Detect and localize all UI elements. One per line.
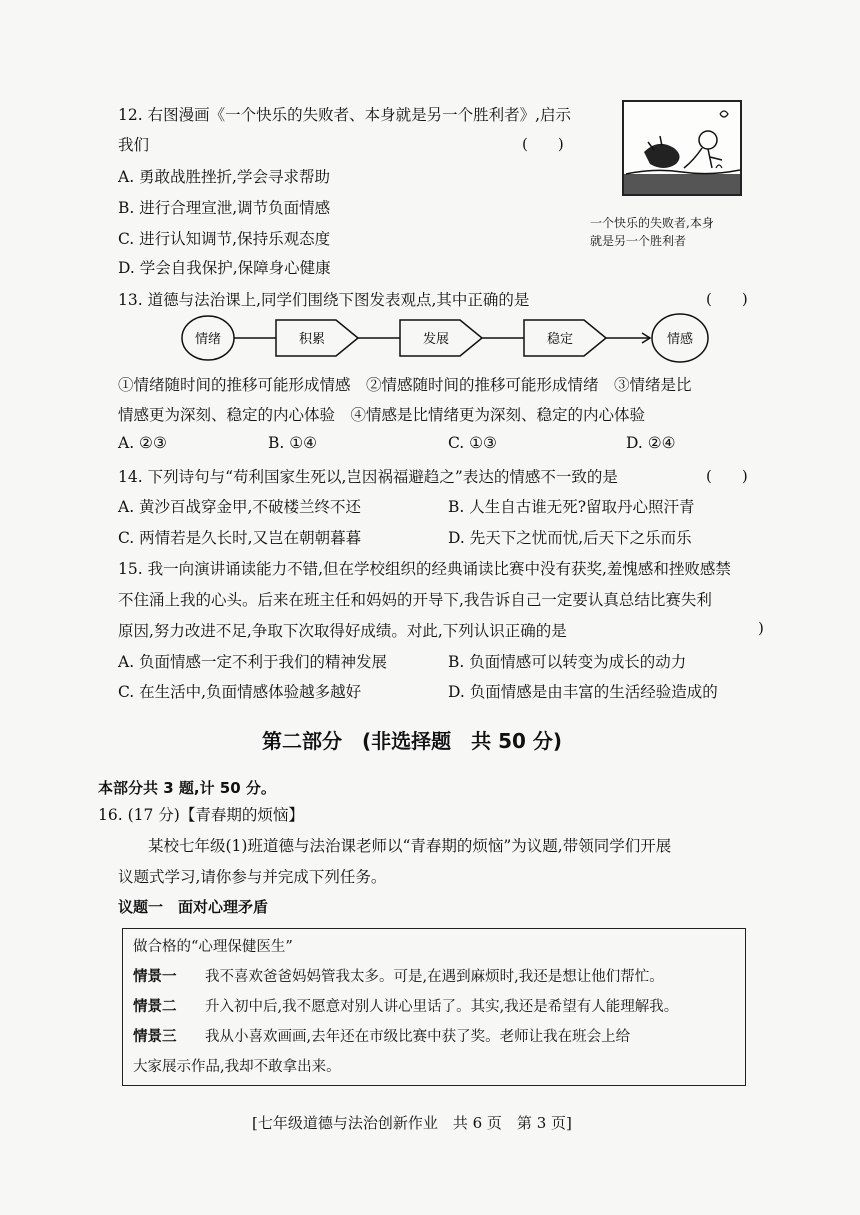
q15-stem-line3: 原因,努力改进不足,争取下次取得好成绩。对此,下列认识正确的是 bbox=[118, 622, 567, 640]
q13-stem: 13. 道德与法治课上,同学们围绕下图发表观点,其中正确的是 bbox=[118, 291, 530, 309]
q13-flow-diagram bbox=[180, 309, 720, 367]
q12-option-b: B. 进行合理宣泄,调节负面情感 bbox=[118, 199, 331, 217]
q12-cartoon-caption bbox=[590, 214, 780, 250]
flow-node-feeling: 情感 bbox=[666, 332, 694, 347]
q12-stem-line2: 我们 bbox=[118, 136, 150, 154]
q15-option-d: D. 负面情感是由丰富的生活经验造成的 bbox=[448, 683, 718, 701]
q16-header: 16. (17 分)【青春期的烦恼】 bbox=[98, 806, 304, 824]
q13-option-b: B. ①④ bbox=[268, 434, 318, 452]
q13-statements-line2: 情感更为深刻、稳定的内心体验 ④情感是比情绪更为深刻、稳定的内心体验 bbox=[118, 406, 646, 424]
q13-option-a: A. ②③ bbox=[118, 434, 167, 452]
q16-para-line1: 某校七年级(1)班道德与法治课老师以“青春期的烦恼”为议题,带领同学们开展 bbox=[148, 837, 672, 855]
scene-two-label: 情景二 bbox=[133, 999, 177, 1015]
q15-answer-paren: ) bbox=[758, 619, 764, 637]
q12-cartoon-image bbox=[622, 100, 742, 196]
part2-title: 第二部分 (非选择题 共 50 分) bbox=[262, 729, 563, 753]
q13-option-d: D. ②④ bbox=[626, 434, 676, 452]
q15-stem-line1: 15. 我一向演讲诵读能力不错,但在学校组织的经典诵读比赛中没有获奖,羞愧感和挫败感禁 bbox=[118, 560, 731, 578]
q15-stem-line2: 不住涌上我的心头。后来在班主任和妈妈的开导下,我告诉自己一定要认真总结比赛失利 bbox=[118, 591, 712, 609]
q15-option-c: C. 在生活中,负面情感体验越多越好 bbox=[118, 683, 362, 701]
scene-three-text-line2: 大家展示作品,我却不敢拿出来。 bbox=[133, 1059, 341, 1075]
q16-para-line2: 议题式学习,请你参与并完成下列任务。 bbox=[118, 868, 387, 886]
q15-option-b: B. 负面情感可以转变为成长的动力 bbox=[448, 653, 687, 671]
q13-answer-paren: ( ) bbox=[706, 290, 748, 308]
q14-option-c: C. 两情若是久长时,又岂在朝朝暮暮 bbox=[118, 529, 362, 547]
q12-caption-line2: 就是另一个胜利者 bbox=[590, 234, 687, 248]
q16-box-title: 做合格的“心理保健医生” bbox=[133, 939, 293, 955]
scene-three-text: 我从小喜欢画画,去年还在市级比赛中获了奖。老师让我在班会上给 bbox=[205, 1029, 631, 1045]
q15-option-a: A. 负面情感一定不利于我们的精神发展 bbox=[118, 653, 388, 671]
scene-three-label: 情景三 bbox=[133, 1029, 177, 1045]
q16-scenario-box bbox=[122, 928, 746, 1086]
q14-stem: 14. 下列诗句与“苟利国家生死以,岂因祸福避趋之”表达的情感不一致的是 bbox=[118, 468, 618, 486]
q12-caption-line1: 一个快乐的失败者,本身 bbox=[590, 216, 714, 230]
flow-node-develop: 发展 bbox=[422, 332, 450, 347]
q16-topic-one: 议题一 面对心理矛盾 bbox=[118, 898, 269, 916]
q13-statements-line1: ①情绪随时间的推移可能形成情感 ②情感随时间的推移可能形成情绪 ③情绪是比 bbox=[118, 376, 692, 394]
q12-answer-paren: ( ) bbox=[522, 135, 564, 153]
q14-answer-paren: ( ) bbox=[706, 467, 748, 485]
q12-option-d: D. 学会自我保护,保障身心健康 bbox=[118, 259, 331, 277]
scene-two-text: 升入初中后,我不愿意对别人讲心里话了。其实,我还是希望有人能理解我。 bbox=[205, 999, 679, 1015]
flow-node-accumulate: 积累 bbox=[298, 332, 326, 347]
q14-option-a: A. 黄沙百战穿金甲,不破楼兰终不还 bbox=[118, 498, 361, 516]
q12-option-c: C. 进行认知调节,保持乐观态度 bbox=[118, 230, 331, 248]
page-footer: [七年级道德与法治创新作业 共 6 页 第 3 页] bbox=[252, 1114, 572, 1132]
q14-option-d: D. 先天下之忧而忧,后天下之乐而乐 bbox=[448, 529, 692, 547]
q13-option-c: C. ①③ bbox=[448, 434, 497, 452]
scene-one-text: 我不喜欢爸爸妈妈管我太多。可是,在遇到麻烦时,我还是想让他们帮忙。 bbox=[205, 969, 664, 985]
part2-intro: 本部分共 3 题,计 50 分。 bbox=[98, 779, 276, 797]
scene-one-label: 情景一 bbox=[133, 969, 177, 985]
flow-node-stabilize: 稳定 bbox=[546, 332, 574, 347]
q12-option-a: A. 勇敢战胜挫折,学会寻求帮助 bbox=[118, 168, 330, 186]
flow-node-emotion: 情绪 bbox=[194, 332, 222, 347]
q12-stem-line1: 12. 右图漫画《一个快乐的失败者、本身就是另一个胜利者》,启示 bbox=[118, 106, 572, 124]
q14-option-b: B. 人生自古谁无死?留取丹心照汗青 bbox=[448, 498, 695, 516]
